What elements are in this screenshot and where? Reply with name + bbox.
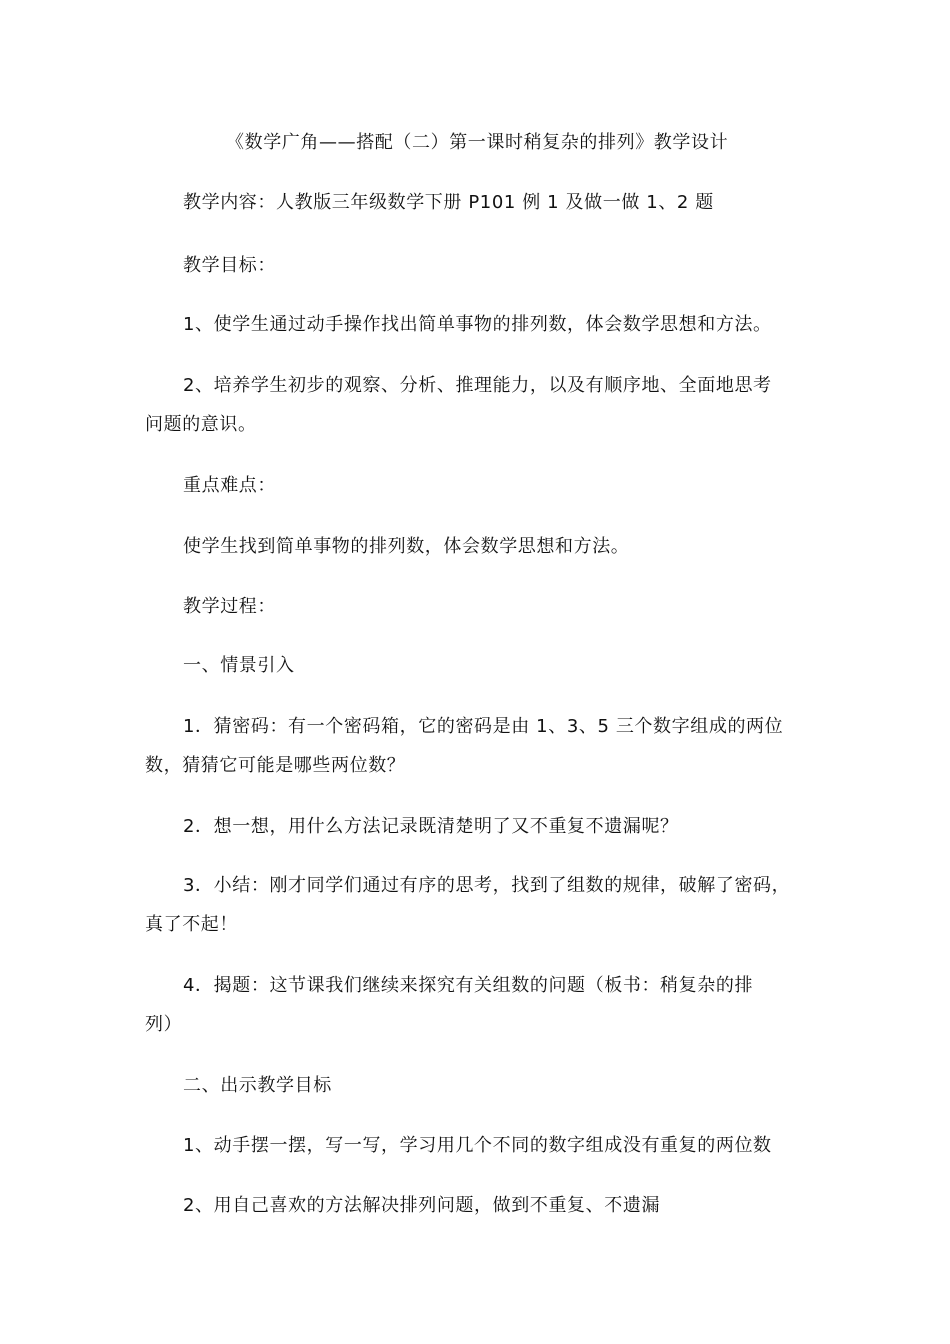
step-3-line-1: 3．小结：刚才同学们通过有序的思考，找到了组数的规律，破解了密码，	[183, 875, 791, 896]
step-2: 2．想一想，用什么方法记录既清楚明了又不重复不遗漏呢？	[183, 816, 679, 837]
step-3-line-2: 真了不起！	[145, 914, 238, 935]
step-1-line-1: 1．猜密码：有一个密码箱，它的密码是由 1、3、5 三个数字组成的两位	[183, 716, 784, 737]
key-points-text: 使学生找到简单事物的排列数，体会数学思想和方法。	[183, 536, 630, 557]
step-4-line-1: 4．揭题：这节课我们继续来探究有关组数的问题（板书：稍复杂的排	[183, 975, 754, 996]
process-heading: 教学过程：	[183, 596, 276, 617]
objectives-heading: 教学目标：	[183, 255, 276, 276]
document-title: 《数学广角——搭配（二）第一课时稍复杂的排列》教学设计	[226, 132, 729, 153]
teaching-content: 教学内容：人教版三年级数学下册 P101 例 1 及做一做 1、2 题	[183, 192, 714, 213]
step-1-line-2: 数，猜猜它可能是哪些两位数？	[145, 755, 406, 776]
objective-1: 1、使学生通过动手操作找出简单事物的排列数，体会数学思想和方法。	[183, 314, 772, 335]
section-1-heading: 一、情景引入	[183, 655, 295, 676]
step-4-line-2: 列）	[145, 1014, 183, 1035]
objective-2-line-2: 问题的意识。	[145, 414, 257, 435]
key-points-heading: 重点难点：	[183, 475, 276, 496]
goal-1: 1、动手摆一摆，写一写，学习用几个不同的数字组成没有重复的两位数	[183, 1135, 772, 1156]
goal-2: 2、用自己喜欢的方法解决排列问题，做到不重复、不遗漏	[183, 1195, 661, 1216]
objective-2-line-1: 2、培养学生初步的观察、分析、推理能力，以及有顺序地、全面地思考	[183, 375, 772, 396]
section-2-heading: 二、出示教学目标	[183, 1075, 332, 1096]
